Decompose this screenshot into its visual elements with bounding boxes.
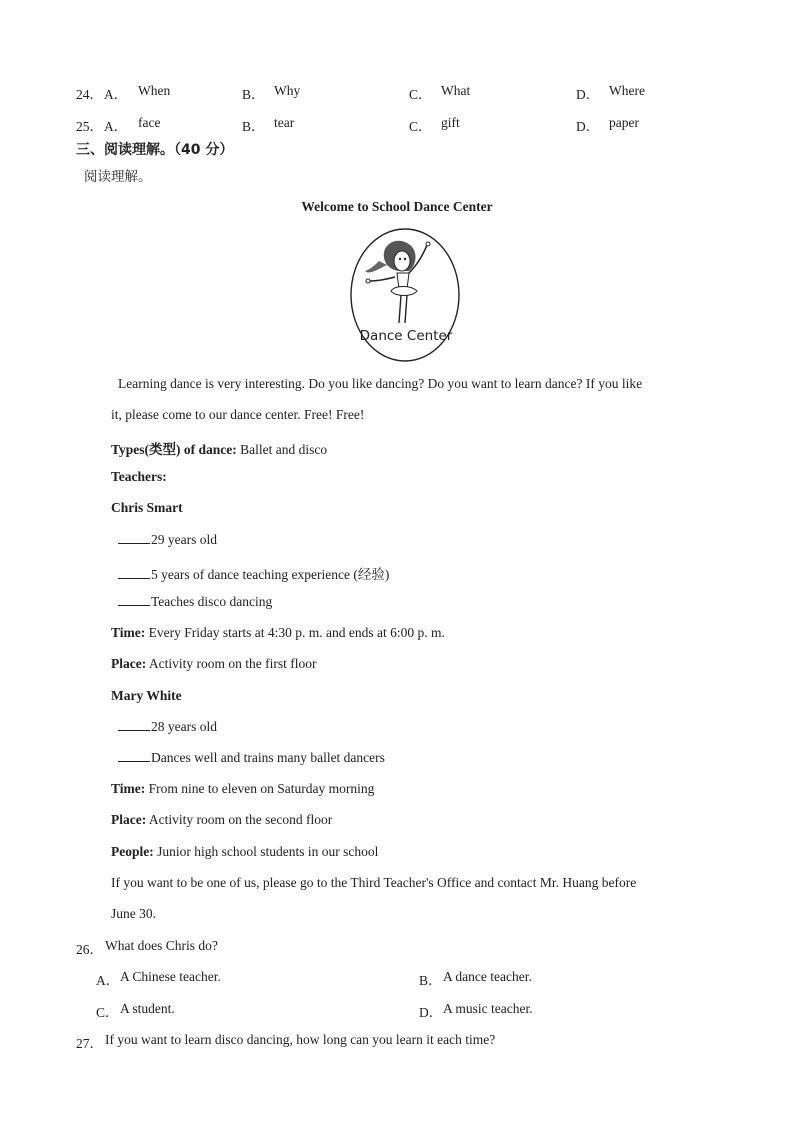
teacher2-name: Mary White xyxy=(111,688,182,703)
section-heading: 三、阅读理解。（40 分） xyxy=(76,142,234,158)
types-label: Types(类型) of dance: xyxy=(111,442,237,457)
option-text: What xyxy=(441,83,471,98)
question-number: 24． xyxy=(76,87,103,102)
question-stem: What does Chris do? xyxy=(105,938,218,953)
option-text: When xyxy=(138,83,171,98)
teacher1-fact-1: 29 years old xyxy=(118,532,217,548)
logo-text: Dance Center xyxy=(359,328,453,344)
option-text: face xyxy=(138,115,161,130)
teacher2-fact-1: 28 years old xyxy=(118,719,217,735)
option-letter: C． xyxy=(96,1005,119,1020)
option-text: Why xyxy=(274,83,301,98)
question-number: 26． xyxy=(76,942,103,957)
ballerina-icon xyxy=(347,225,465,365)
option-text: paper xyxy=(609,115,639,130)
dance-center-logo xyxy=(347,225,465,365)
option-letter: A． xyxy=(104,87,128,102)
people-line: People: Junior high school students in our school xyxy=(111,844,379,859)
teachers-label: Teachers: xyxy=(111,469,167,484)
teacher2-place: Place: Activity room on the second floor xyxy=(111,812,333,827)
intro-line-1: Learning dance is very interesting. Do you like dancing? Do you want to learn dance? If you like xyxy=(118,376,643,391)
teacher1-name: Chris Smart xyxy=(111,500,183,515)
option-text: Where xyxy=(609,83,645,98)
option-letter: A． xyxy=(96,973,120,988)
passage-title: Welcome to School Dance Center xyxy=(301,199,493,214)
fill-blank xyxy=(118,719,150,731)
option-text: A music teacher. xyxy=(443,1001,533,1016)
option-letter: B． xyxy=(419,973,442,988)
fill-blank xyxy=(118,750,150,762)
option-letter: A． xyxy=(104,119,128,134)
question-number: 25． xyxy=(76,119,103,134)
option-letter: C． xyxy=(409,119,432,134)
closing-line-1: If you want to be one of us, please go to the Third Teacher's Office and contact Mr. Huang before xyxy=(111,875,637,890)
teacher1-fact-2: 5 years of dance teaching experience (经验) xyxy=(118,563,389,583)
types-line xyxy=(111,438,327,458)
option-text: A student. xyxy=(120,1001,175,1016)
option-letter: B． xyxy=(242,87,265,102)
fill-blank xyxy=(118,594,150,606)
option-text: A Chinese teacher. xyxy=(120,969,221,984)
option-letter: B． xyxy=(242,119,265,134)
option-text: gift xyxy=(441,115,460,130)
option-text: tear xyxy=(274,115,295,130)
intro-line-2: it, please come to our dance center. Free! Free! xyxy=(111,407,365,422)
option-letter: D． xyxy=(419,1005,443,1020)
question-number: 27． xyxy=(76,1036,103,1051)
closing-line-2: June 30. xyxy=(111,906,156,921)
teacher2-fact-2: Dances well and trains many ballet dancers xyxy=(118,750,385,766)
option-letter: C． xyxy=(409,87,432,102)
option-letter: D． xyxy=(576,119,600,134)
question-stem: If you want to learn disco dancing, how long can you learn it each time? xyxy=(105,1032,496,1047)
teacher1-time: Time: Every Friday starts at 4:30 p. m. and ends at 6:00 p. m. xyxy=(111,625,445,640)
option-letter: D． xyxy=(576,87,600,102)
option-text: A dance teacher. xyxy=(443,969,532,984)
fill-blank xyxy=(118,532,150,544)
teacher2-time: Time: From nine to eleven on Saturday morning xyxy=(111,781,375,796)
types-value: Ballet and disco xyxy=(236,442,328,457)
fill-blank xyxy=(118,567,150,579)
section-instruction: 阅读理解。 xyxy=(84,169,152,185)
teacher1-fact-3: Teaches disco dancing xyxy=(118,594,272,610)
teacher1-place: Place: Activity room on the first floor xyxy=(111,656,317,671)
